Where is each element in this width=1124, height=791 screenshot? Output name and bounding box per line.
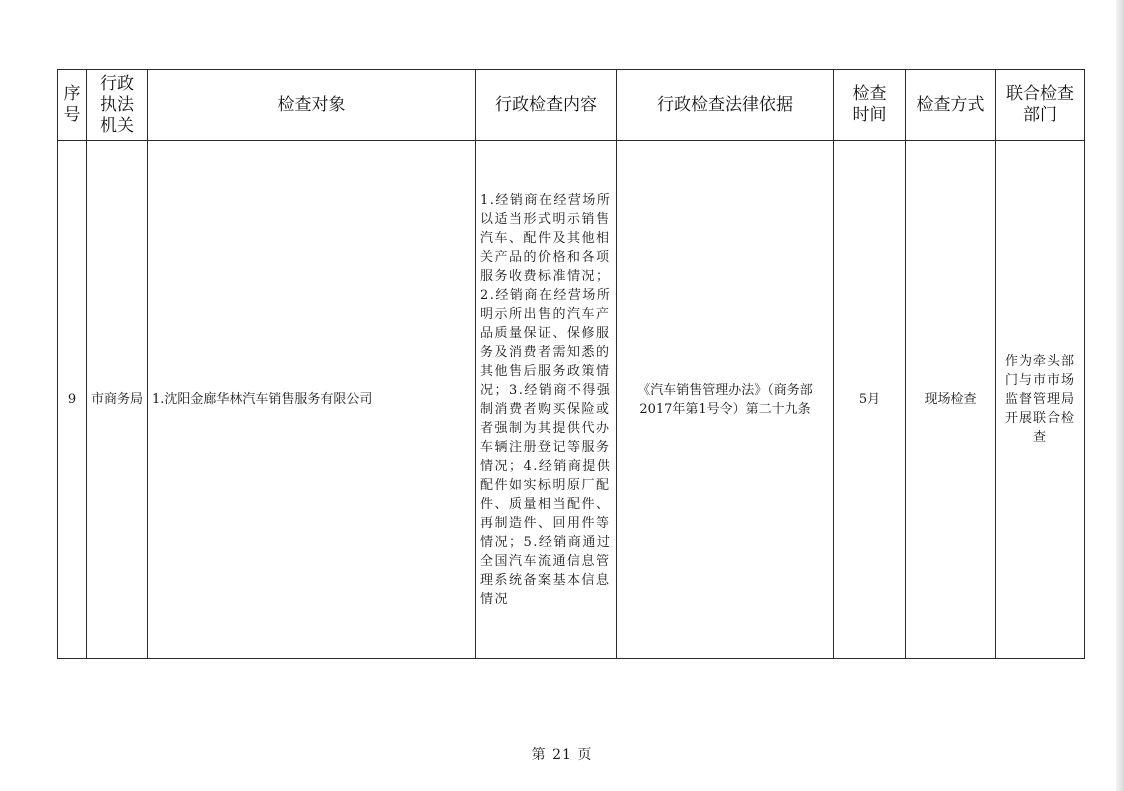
cell-basis: 《汽车销售管理办法》（商务部2017年第1号令）第二十九条 (617, 141, 834, 659)
cell-agency: 市商务局 (87, 141, 148, 659)
header-no: 序号 (58, 70, 87, 141)
header-joint: 联合检查部门 (996, 70, 1085, 141)
header-basis: 行政检查法律依据 (617, 70, 834, 141)
inspection-table (57, 69, 1085, 659)
cell-target: 1.沈阳金廊华林汽车销售服务有限公司 (148, 141, 476, 659)
cell-no: 9 (58, 141, 87, 659)
header-time: 检查时间 (834, 70, 906, 141)
table-row (58, 141, 1085, 659)
header-content: 行政检查内容 (476, 70, 617, 141)
cell-time: 5月 (834, 141, 906, 659)
cell-joint: 作为牵头部门与市市场监督管理局开展联合检查 (996, 141, 1085, 659)
page-edge (1116, 0, 1124, 791)
header-row (58, 70, 1085, 141)
header-method: 检查方式 (906, 70, 996, 141)
header-target: 检查对象 (148, 70, 476, 141)
page-number: 第 21 页 (531, 747, 593, 763)
cell-content: 1.经销商在经营场所以适当形式明示销售汽车、配件及其他相关产品的价格和各项服务收费标准情况；2.经销商在经营场所明示所出售的汽车产品质量保证、保修服务及消费者需知悉的其他售后服务政策情况；3.经销商不得强制消费者购买保险或者强制为其提供代办车辆注册登记等服务情况；4.经销商提供配件如实标明原厂配件、质量相当配件、再制造件、回用件等情况；5.经销商通过全国汽车流通信息管理系统备案基本信息情况 (476, 141, 617, 659)
header-agency: 行政执法机关 (87, 70, 148, 141)
cell-method: 现场检查 (906, 141, 996, 659)
